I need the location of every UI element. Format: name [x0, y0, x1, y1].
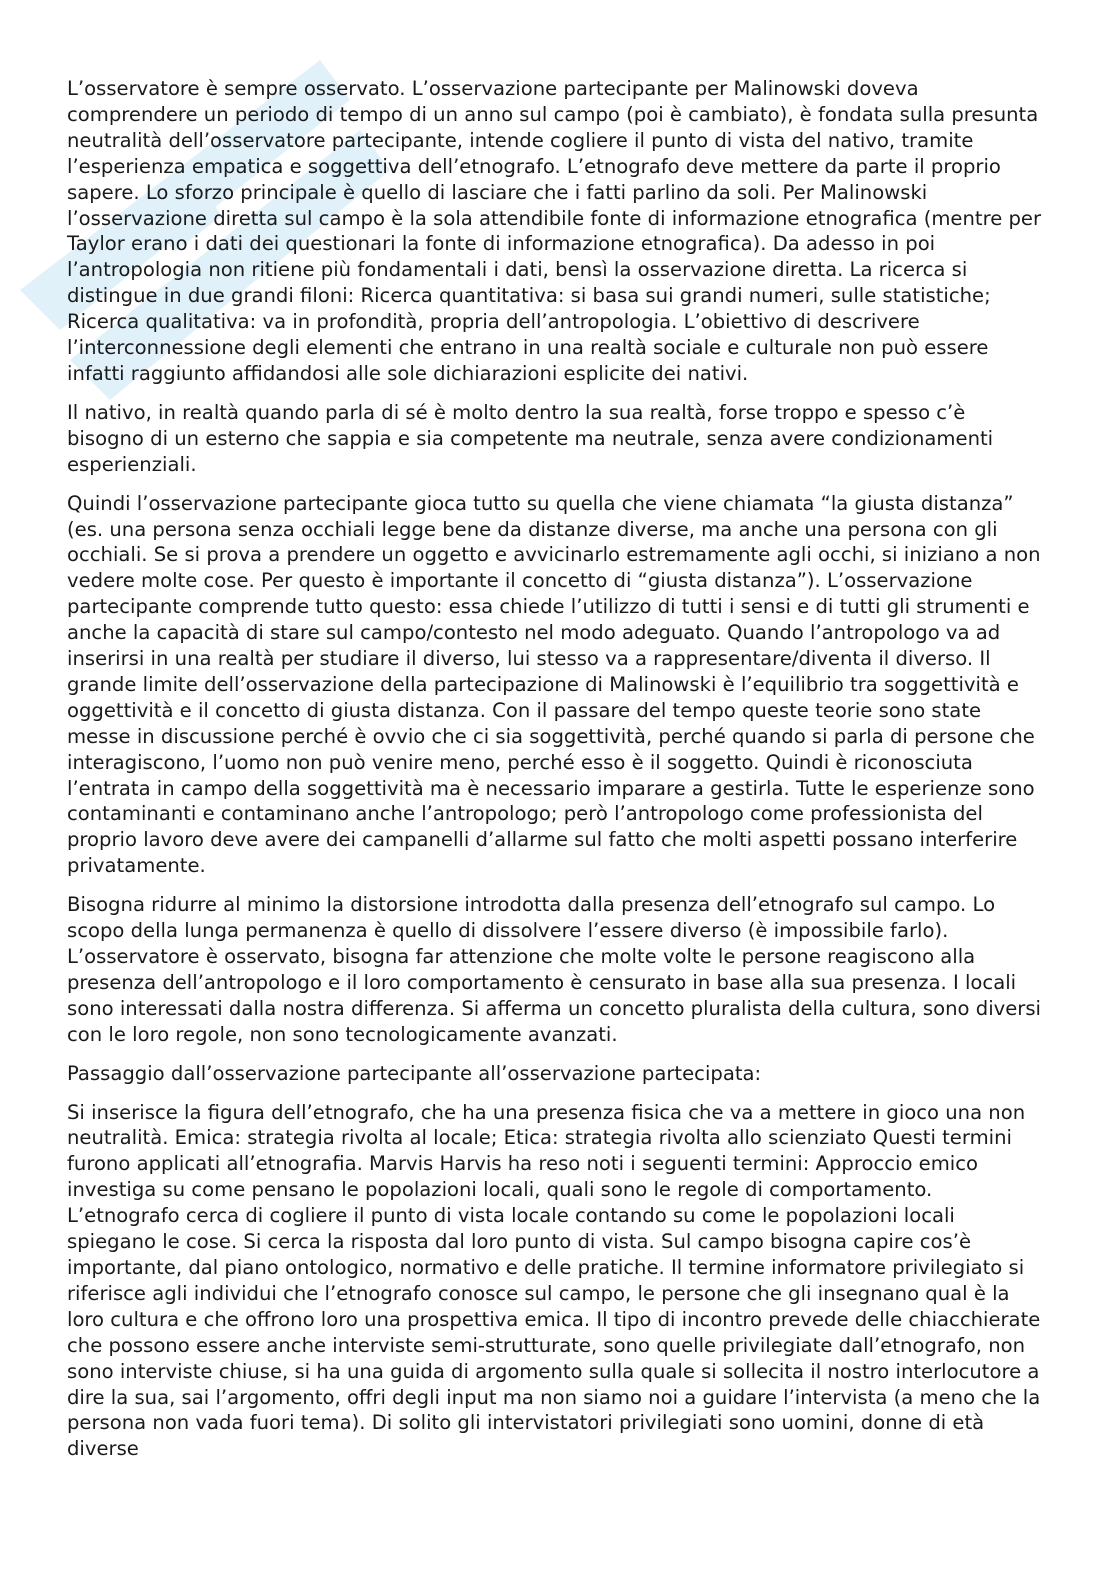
- paragraph-2: Il nativo, in realtà quando parla di sé è molto dentro la sua realtà, forse troppo e spesso c’è bisogno di un esterno che sappia e sia competente ma neutrale, senza avere condizionamenti esperienziali.: [67, 400, 994, 476]
- paragraph-6: Si inserisce la figura dell’etnografo, che ha una presenza fisica che va a mettere in gioco una non neutralità. Emica: strategia rivolta al locale; Etica: strategia rivolta allo scienziato Questi termini furono applicati all’etnografia. Marvis Harvis ha reso noti i seguenti termini: Approccio emico investiga su come pensano le popolazioni locali, quali sono le regole di comportamento. L’etnografo cerca di cogliere il punto di vista locale contando su come le popolazioni locali spiegano le cose. Si cerca la risposta dal loro punto di vista. Sul campo bisogna capire cos’è importante, dal piano ontologico, normativo e delle pratiche. Il termine informatore privilegiato si riferisce agli individui che l’etnografo conosce sul campo, le persone che gli insegnano qual è la loro cultura e che offrono loro una prospettiva emica. Il tipo di incontro prevede delle chiacchierate che possono essere anche interviste semi-strutturate, sono quelle privilegiate dall’etnografo, non sono interviste chiuse, si ha una guida di argomento sulla quale si sollecita il nostro interlocutore a dire la sua, sai l’argomento, offri degli input ma non siamo noi a guidare l’intervista (a meno che la persona non vada fuori tema). Di solito gli intervistatori privilegiati sono uomini, donne di età diverse: [67, 1100, 1041, 1461]
- paragraph-3: Quindi l’osservazione partecipante gioca tutto su quella che viene chiamata “la giusta distanza” (es. una persona senza occhiali legge bene da distanze diverse, ma anche una persona con gli occhiali. Se si prova a prendere un oggetto e avvicinarlo estremamente agli occhi, si iniziano a non vedere molte cose. Per questo è importante il concetto di “giusta distanza”). L’osservazione partecipante comprende tutto questo: essa chiede l’utilizzo di tutti i sensi e di tutti gli strumenti e anche la capacità di stare sul campo/contesto nel modo adeguato. Quando l’antropologo va ad inserirsi in una realtà per studiare il diverso, lui stesso va a rappresentare/diventa il diverso. Il grande limite dell’osservazione della partecipazione di Malinowski è l’equilibrio tra soggettività e oggettività e il concetto di giusta distanza. Con il passare del tempo queste teorie sono state messe in discussione perché è ovvio che ci sia soggettività, perché quando si parla di persone che interagiscono, l’uomo non può venire meno, perché esso è il soggetto. Quindi è riconosciuta l’entrata in campo della soggettività ma è necessario imparare a gestirla. Tutte le esperienze sono contaminanti e contaminano anche l’antropologo; però l’antropologo come professionista del proprio lavoro deve avere dei campanelli d’allarme sul fatto che molti aspetti possano interferire privatamente.: [67, 491, 1041, 878]
- document-body: [67, 76, 1047, 1475]
- paragraph-4: Bisogna ridurre al minimo la distorsione introdotta dalla presenza dell’etnografo sul campo. Lo scopo della lunga permanenza è quello di dissolvere l’essere diverso (è impossibile farlo). L’osservatore è osservato, bisogna far attenzione che molte volte le persone reagiscono alla presenza dell’antropologo e il loro comportamento è censurato in base alla sua presenza. I locali sono interessati dalla nostra differenza. Si afferma un concetto pluralista della cultura, sono diversi con le loro regole, non sono tecnologicamente avanzati.: [67, 893, 1041, 1046]
- paragraph-5: Passaggio dall’osservazione partecipante all’osservazione partecipata:: [67, 1061, 762, 1085]
- paragraph-1: L’osservatore è sempre osservato. L’osservazione partecipante per Malinowski doveva comprendere un periodo di tempo di un anno sul campo (poi è cambiato), è fondata sulla presunta neutralità dell’osservatore partecipante, intende cogliere il punto di vista del nativo, tramite l’esperienza empatica e soggettiva dell’etnografo. L’etnografo deve mettere da parte il proprio sapere. Lo sforzo principale è quello di lasciare che i fatti parlino da soli. Per Malinowski l’osservazione diretta sul campo è la sola attendibile fonte di informazione etnografica (mentre per Taylor erano i dati dei questionari la fonte di informazione etnografica). Da adesso in poi l’antropologia non ritiene più fondamentali i dati, bensì la osservazione diretta. La ricerca si distingue in due grandi filoni: Ricerca quantitativa: si basa sui grandi numeri, sulle statistiche; Ricerca qualitativa: va in profondità, propria dell’antropologia. L’obiettivo di descrivere l’interconnessione degli elementi che entrano in una realtà sociale e culturale non può essere infatti raggiunto affidandosi alle sole dichiarazioni esplicite dei nativi.: [67, 77, 1042, 385]
